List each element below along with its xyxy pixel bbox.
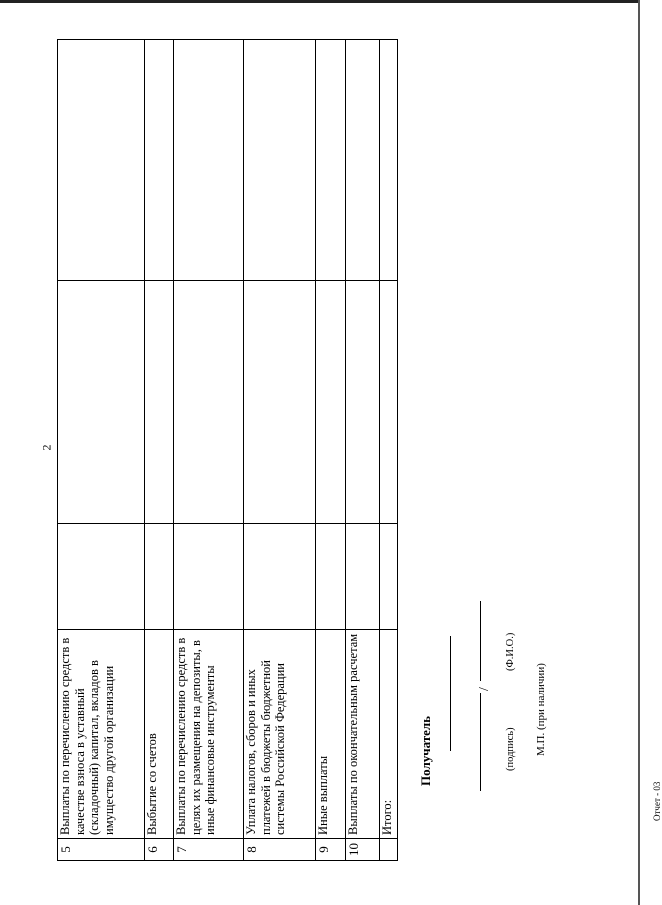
value-cell — [174, 40, 244, 281]
row-number: 9 — [316, 839, 346, 861]
stamp-note: М.П. (при наличии) — [535, 663, 547, 756]
page-number: 2 — [39, 444, 54, 451]
value-cell — [244, 524, 316, 630]
rotated-page-content — [57, 41, 662, 861]
total-value-cell — [380, 40, 398, 281]
value-cell — [244, 281, 316, 524]
total-value-cell — [380, 281, 398, 524]
row-number: 7 — [174, 839, 244, 861]
signature-slash: / — [477, 687, 492, 691]
value-cell — [244, 40, 316, 281]
value-cell — [145, 281, 174, 524]
signature-line — [480, 693, 481, 791]
scan-top-edge — [0, 0, 640, 3]
name-caption: (Ф.И.О.) — [505, 632, 516, 671]
row-label: Выбытие со счетов — [145, 630, 174, 839]
signature-caption: (подпись) — [505, 727, 516, 771]
value-cell — [145, 40, 174, 281]
value-cell — [58, 524, 145, 630]
row-number: 5 — [58, 839, 145, 861]
value-cell — [316, 524, 346, 630]
value-cell — [174, 524, 244, 630]
row-label: Иные выплаты — [316, 630, 346, 839]
value-cell — [174, 281, 244, 524]
table-row — [346, 40, 380, 861]
table-row — [316, 40, 346, 861]
table-row — [244, 40, 316, 861]
scan-right-edge — [638, 0, 640, 905]
table-row — [174, 40, 244, 861]
row-number: 8 — [244, 839, 316, 861]
value-cell — [145, 524, 174, 630]
table-row — [58, 40, 145, 861]
value-cell — [346, 40, 380, 281]
value-cell — [346, 281, 380, 524]
row-label: Уплата налогов, сборов и иных платежей в бюджеты бюджетной системы Российской Федерации — [244, 630, 316, 839]
name-line — [480, 601, 481, 681]
row-number: 10 — [346, 839, 380, 861]
value-cell — [346, 524, 380, 630]
total-value-cell — [380, 524, 398, 630]
value-cell — [316, 281, 346, 524]
value-cell — [316, 40, 346, 281]
recipient-heading: Получатель — [418, 715, 433, 786]
value-cell — [58, 40, 145, 281]
value-cell — [58, 281, 145, 524]
recipient-line — [450, 636, 451, 751]
report-table — [57, 39, 398, 861]
form-footer: Отчет - 03 — [652, 781, 662, 821]
total-label: Итого: — [380, 630, 398, 839]
row-number — [380, 839, 398, 861]
row-label: Выплаты по перечислению средств в качестве взноса в уставный (складочный) капитал, вкладов в имущество другой организации — [58, 630, 145, 839]
row-label: Выплаты по окончательным расчетам — [346, 630, 380, 839]
row-label: Выплаты по перечислению средств в целях их размещения на депозиты, в иные финансовые инструменты — [174, 630, 244, 839]
table-row-total — [380, 40, 398, 861]
table-row — [145, 40, 174, 861]
row-number: 6 — [145, 839, 174, 861]
